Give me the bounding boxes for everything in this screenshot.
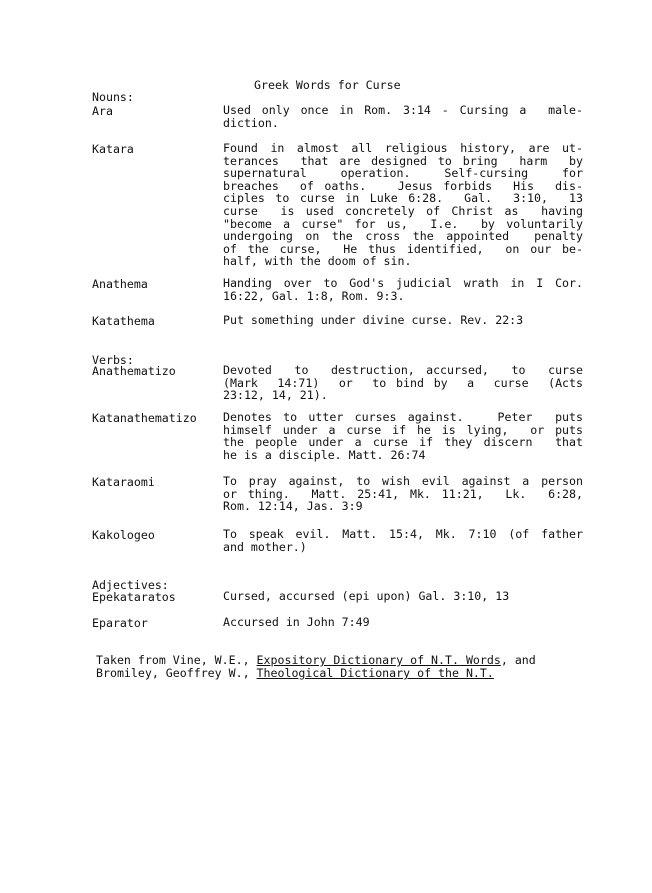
definition-line: Found in almost all religious history, are ut- xyxy=(223,141,583,155)
entry-definition xyxy=(223,364,583,402)
definition-line: Handing over to God's judicial wrath in I Cor. xyxy=(223,276,583,290)
definition-line: of the curse, He thus identified, on our be- xyxy=(223,241,583,256)
entry-term: Kakologeo xyxy=(92,528,155,542)
entry-term: Katara xyxy=(92,142,134,156)
entry-definition xyxy=(223,314,583,327)
entry-definition xyxy=(223,475,583,513)
page-title: Greek Words for Curse xyxy=(254,78,401,92)
credit-line2-prefix: Bromiley, Geoffrey W., xyxy=(96,666,257,680)
entry-term: Anathematizo xyxy=(92,364,176,378)
definition-line: supernatural operation. Self-cursing for xyxy=(223,166,583,181)
entry-definition xyxy=(223,411,583,461)
section-adjectives-heading: Adjectives: xyxy=(92,578,169,592)
entry-term: Katathema xyxy=(92,314,155,328)
definition-line: To speak evil. Matt. 15:4, Mk. 7:10 (of father xyxy=(223,527,583,541)
entry-term: Epekataratos xyxy=(92,590,176,604)
definition-line: breaches of oaths. Jesus forbids His dis- xyxy=(223,178,583,193)
definition-line: curse is used concretely of Christ as having xyxy=(223,203,583,218)
definition-line: the people under a curse if they discern that xyxy=(223,435,583,450)
definition-line: (Mark 14:71) or to bind by a curse (Acts xyxy=(223,375,583,390)
definition-line: "become a curse" for us, I.e. by voluntarily xyxy=(223,216,583,231)
definition-line: Put something under divine curse. Rev. 22:3 xyxy=(223,313,524,327)
definition-line: and mother.) xyxy=(223,539,307,554)
definition-line: Denotes to utter curses against. Peter puts xyxy=(223,410,583,424)
credit-line1-prefix: Taken from Vine, W.E., xyxy=(96,653,257,667)
definition-line: terances that are designed to bring harm by xyxy=(223,153,583,168)
definition-line: Devoted to destruction, accursed, to curse xyxy=(223,363,583,377)
definition-line: Cursed, accursed (epi upon) Gal. 3:10, 13 xyxy=(223,589,510,603)
definition-line: 16:22, Gal. 1:8, Rom. 9:3. xyxy=(223,288,405,303)
definition-line: he is a disciple. Matt. 26:74 xyxy=(223,447,426,462)
entry-definition xyxy=(223,104,583,129)
definition-line: diction. xyxy=(223,115,279,130)
credit-line1-suffix: , and xyxy=(500,653,536,667)
definition-line: undergoing on the cross the appointed penalty xyxy=(223,229,583,244)
definition-line: Rom. 12:14, Jas. 3:9 xyxy=(223,499,363,514)
section-verbs-heading: Verbs: xyxy=(92,353,134,367)
entry-term: Anathema xyxy=(92,277,148,291)
entry-term: Eparator xyxy=(92,616,148,630)
section-nouns-heading: Nouns: xyxy=(92,90,134,104)
entry-term: Kataraomi xyxy=(92,475,155,489)
definition-line: Accursed in John 7:49 xyxy=(223,615,370,629)
entry-definition xyxy=(223,528,583,553)
credit-title-bromiley: Theological Dictionary of the N.T. xyxy=(256,666,494,680)
entry-term: Ara xyxy=(92,104,113,118)
definition-line: half, with the doom of sin. xyxy=(223,254,412,269)
definition-line: or thing. Matt. 25:41, Mk. 11:21, Lk. 6:28, xyxy=(223,486,583,501)
entry-term: Katanathematizo xyxy=(92,411,197,425)
definition-line: ciples to curse in Luke 6:28. Gal. 3:10, 13 xyxy=(223,191,583,206)
credit-title-vine: Expository Dictionary of N.T. Words xyxy=(256,653,501,667)
definition-line: To pray against, to wish evil against a person xyxy=(223,474,583,488)
entry-definition xyxy=(223,590,583,603)
definition-line: himself under a curse if he is lying, or puts xyxy=(223,422,583,437)
entry-definition xyxy=(223,616,583,629)
source-credit xyxy=(96,654,536,680)
definition-line: Used only once in Rom. 3:14 - Cursing a male- xyxy=(223,103,583,117)
entry-definition xyxy=(223,277,583,302)
entry-definition xyxy=(223,142,583,268)
definition-line: 23:12, 14, 21). xyxy=(223,388,328,403)
